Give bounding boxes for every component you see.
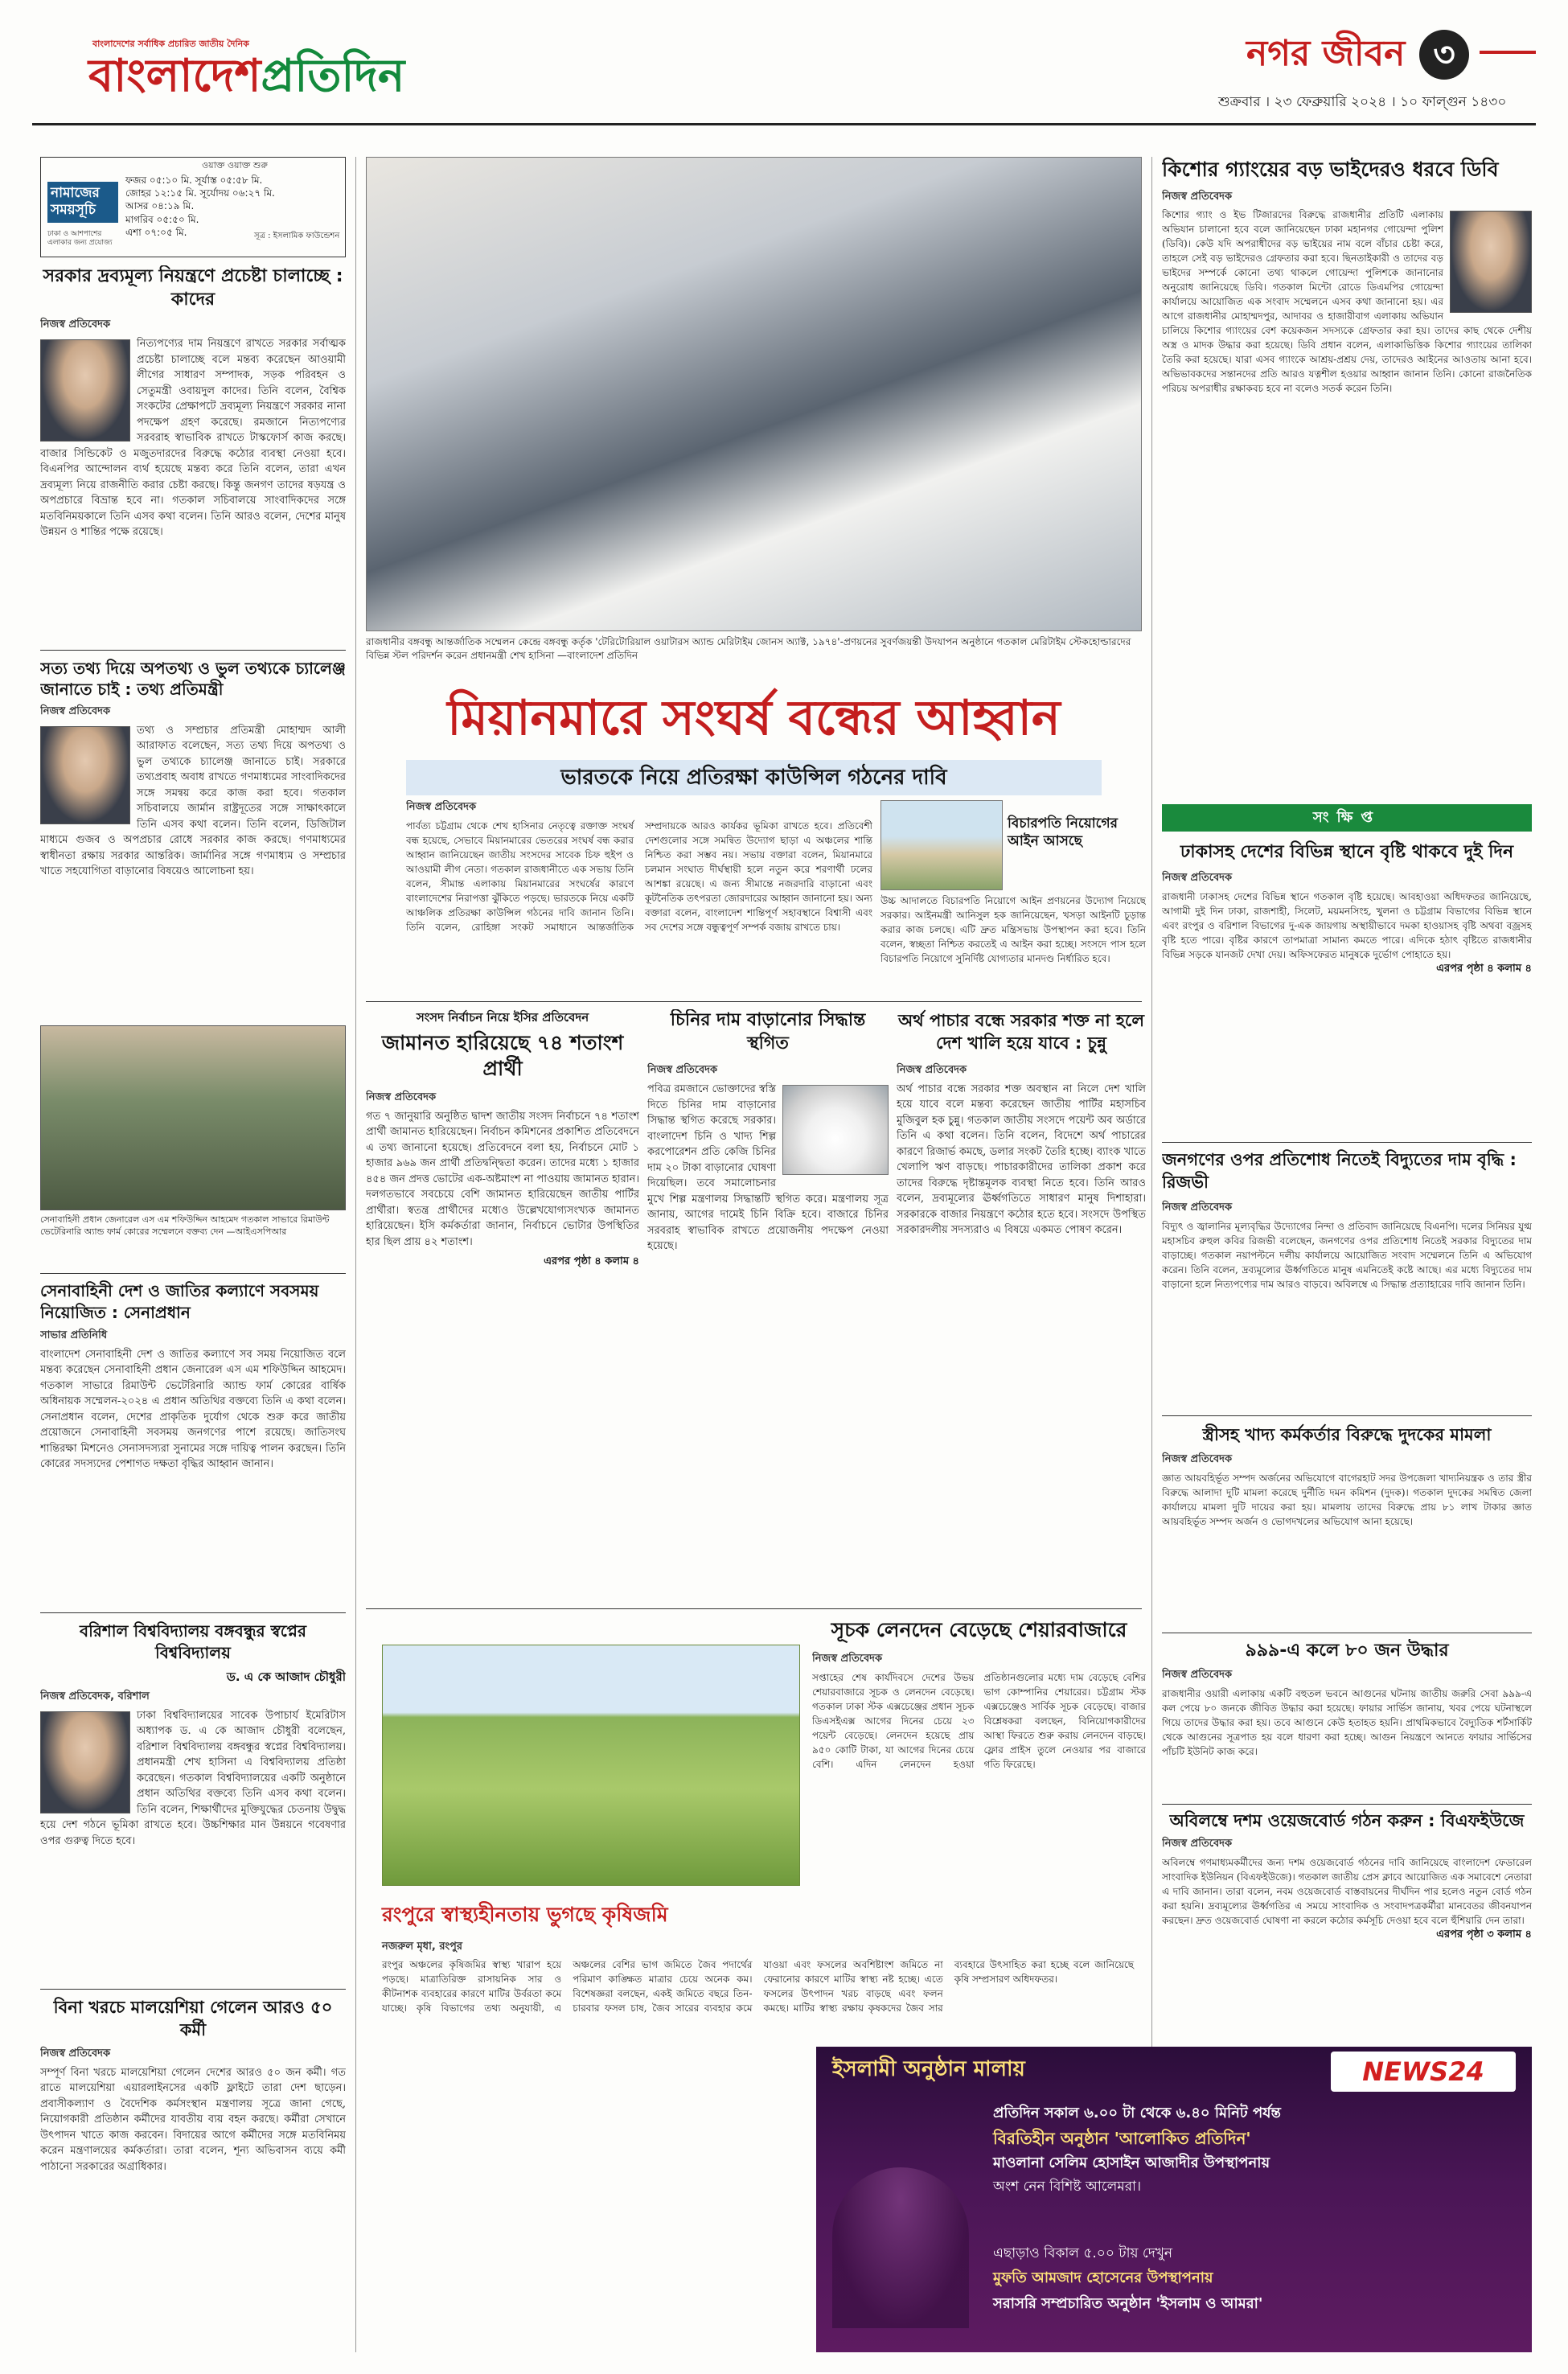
reporter: নিজস্ব প্রতিবেদক (1162, 871, 1233, 884)
divider (1162, 1415, 1532, 1416)
headline: অবিলম্বে দশম ওয়েজবোর্ড গঠন করুন : বিএফইউজে (1169, 1811, 1525, 1830)
story-body: তথ্য ও সম্প্রচার প্রতিমন্ত্রী মোহাম্মদ আলী আরাফাত বলেছেন, সত্য তথ্য দিয়ে অপতথ্য ও ভুল তথ্যকে চ্যালেঞ্জ জানাতে চাই। সরকারে তথ্যপ্রবাহ অবাধ রাখতে গণমাধ্যমের সাংবাদিকদের সঙ্গে সমন্বয় করে কাজ করা হবে। গতকাল সচিবালয়ে জার্মান রাষ্ট্রদূতের সঙ্গে সাক্ষাৎকালে তিনি এসব কথা বলেন। তিনি বলেন, ডিজিটাল মাধ্যমে গুজব ও অপপ্রচার রোধে সরকার কাজ করছে। গণমাধ্যমের স্বাধীনতা রক্ষায় সরকার আন্তরিক। জার্মানির সঙ্গে গণমাধ্যম ও সম্প্রচার খাতে সহযোগিতা বাড়ানোর বিষয়েও আলোচনা হয়। (40, 724, 346, 878)
story-body: অর্থ পাচার বন্ধে সরকার শক্ত অবস্থান না নিলে দেশ খালি হয়ে যাবে বলে মন্তব্য করেছেন জাতীয় পার্টির মহাসচিব মুজিবুল হক চুন্নু। গতকাল জাতীয় সংসদে পয়েন্ট অব অর্ডারে তিনি এ কথা বলেন। তিনি বলেন, বিদেশে অর্থ পাচারের কারণে রিজার্ভ কমছে, ডলার সংকট তৈরি হচ্ছে। ব্যাংক খাতে খেলাপি ঋণ বাড়ছে। পাচারকারীদের তালিকা প্রকাশ করে তাদের বিরুদ্ধে দৃষ্টান্তমূলক ব্যবস্থা নিতে হবে। তিনি আরও বলেন, দ্রব্যমূল্যের ঊর্ধ্বগতিতে সাধারণ মানুষ দিশাহারা। সরকারকে বাজার নিয়ন্ত্রণে কঠোর হতে হবে। সংসদে উপস্থিত সরকারদলীয় সদস্যরাও এ বিষয়ে একমত পোষণ করেন। (897, 1082, 1146, 1237)
story-kader (40, 265, 346, 643)
prayer-row: ফজর ০৫:১০ মি. সূর্যাস্ত ০৫:৫৮ মি. (125, 175, 263, 186)
story-army (40, 1280, 346, 1606)
story-body: কিশোর গ্যাং ও ইভ টিজারদের বিরুদ্ধে রাজধানীর প্রতিটি এলাকায় অভিযান চালানো হবে বলে জানিয়েছেন ঢাকা মহানগর গোয়েন্দা পুলিশ (ডিবি)। কেউ যদি অপরাধীদের বড় ভাইয়ের নাম বলে বাঁচার চেষ্টা করে, তাহলে সেই বড় ভাইদেরও গ্রেফতার করা হবে। ছিনতাইকারী ও তাদের বড় ভাইদের সম্পর্কে কোনো তথ্য থাকলে গোয়েন্দা পুলিশকে জানানোর অনুরোধ জানিয়েছে ডিবি। গতকাল মিন্টো রোডে ডিএমপির গোয়েন্দা কার্যালয়ে আয়োজিত এক সংবাদ সম্মেলনে এসব কথা জানানো হয়। এর আগে রাজধানীর মোহাম্মদপুর, আদাবর ও হাজারীবাগ এলাকায় অভিযান চালিয়ে কিশোর গ্যাংয়ের বেশ কয়েকজন সদস্যকে গ্রেফতার করা হয়। তাদের কাছ থেকে দেশীয় অস্ত্র ও মাদক উদ্ধার করা হয়েছে। ডিবি প্রধান বলেন, এলাকাভিত্তিক কিশোর গ্যাংয়ের তালিকা তৈরি করা হয়েছে। যারা এসব গ্যাংকে আশ্রয়-প্রশ্রয় দেয়, তাদেরও আইনের আওতায় আনা হবে। অভিভাবকদের সন্তানদের প্রতি আরও যত্নশীল হওয়ার আহ্বান জানান তিনি। কোনো রাজনৈতিক পরিচয় অপরাধীর রক্ষাকবচ হবে না বলেও সতর্ক করেন তিনি। (1162, 209, 1532, 395)
story-body: রাজধানীর ওয়ারী এলাকায় একটি বহুতল ভবনে আগুনের ঘটনায় জাতীয় জরুরি সেবা ৯৯৯-এ কল পেয়ে ৮০ জনকে জীবিত উদ্ধার করা হয়েছে। ফায়ার সার্ভিস জানায়, খবর পেয়ে ঘটনাস্থলে গিয়ে তাদের উদ্ধার করা হয়। তবে আগুনে কেউ হতাহত হয়নি। প্রাথমিকভাবে বৈদ্যুতিক শর্টসার্কিট থেকে আগুনের সূত্রপাত হয় বলে ধারণা করা হচ্ছে। আগুন নিয়ন্ত্রণে আনতে ফায়ার সার্ভিসের পাঁচটি ইউনিট কাজ করে। (1162, 1687, 1532, 1757)
reporter: নিজস্ব প্রতিবেদক (406, 801, 477, 813)
reporter: নিজস্ব প্রতিবেদক (1162, 1453, 1233, 1466)
divider (40, 1273, 346, 1274)
story-body: বিদ্যুৎ ও জ্বালানির মূল্যবৃদ্ধির উদ্যোগের নিন্দা ও প্রতিবাদ জানিয়েছে বিএনপি। দলের সিনিয়র যুগ্ম মহাসচিব রুহুল কবির রিজভী বলেছেন, জনগণের ওপর প্রতিশোধ নিতেই সরকার বিদ্যুতের দাম বাড়াচ্ছে। গতকাল নয়াপল্টনে দলীয় কার্যালয়ে আয়োজিত সংবাদ সম্মেলনে তিনি এ অভিযোগ করেন। তিনি বলেন, দ্রব্যমূল্যের ঊর্ধ্বগতিতে মানুষ এমনিতেই কষ্টে আছে। এর মধ্যে বিদ্যুতের দাম বাড়ানো হলে নিত্যপণ্যের দাম আরও বাড়বে। অবিলম্বে এ সিদ্ধান্ত প্রত্যাহারের দাবি জানান তিনি। (1162, 1220, 1532, 1290)
page-number: ৩ (1419, 30, 1469, 80)
reporter: নিজস্ব প্রতিবেদক (1162, 190, 1233, 203)
headline: ৯৯৯-এ কলে ৮০ জন উদ্ধার (1245, 1641, 1449, 1661)
story-body: পার্বত্য চট্টগ্রাম থেকে শেখ হাসিনার নেতৃত্বে রক্তাক্ত সংঘর্ষ বন্ধ হয়েছে, সেভাবে মিয়ানমারের ভেতরের সংঘর্ষ বন্ধ করার আহ্বান জানিয়েছেন জাতীয় সংসদের সাবেক চিফ হুইপ ও আওয়ামী লীগ নেতা। গতকাল রাজধানীতে এক সভায় তিনি বলেন, সীমান্ত এলাকায় মিয়ানমারের সংঘর্ষের কারণে বাংলাদেশের নিরাপত্তা ঝুঁকিতে পড়ছে। ভারতকে নিয়ে একটি আঞ্চলিক প্রতিরক্ষা কাউন্সিল গঠনের দাবি জানান তিনি। তিনি বলেন, রোহিঙ্গা সংকট সমাধানে আন্তর্জাতিক সম্প্রদায়কে আরও কার্যকর ভূমিকা রাখতে হবে। প্রতিবেশী দেশগুলোর সঙ্গে সমন্বিত উদ্যোগ ছাড়া এ অঞ্চলের শান্তি নিশ্চিত করা সম্ভব নয়। সভায় বক্তারা বলেন, মিয়ানমারে চলমান সংঘাত দীর্ঘস্থায়ী হলে নতুন করে শরণার্থী ঢলের আশঙ্কা রয়েছে। এ জন্য সীমান্তে নজরদারি বাড়ানো এবং কূটনৈতিক তৎপরতা জোরদারের আহ্বান জানানো হয়। অন্য বক্তারা বলেন, বাংলাদেশ শান্তিপূর্ণ সহাবস্থানে বিশ্বাসী এবং সব দেশের সঙ্গে বন্ধুত্বপূর্ণ সম্পর্ক বজায় রাখতে চায়। (406, 819, 872, 933)
masthead-tagline: বাংলাদেশের সর্বাধিক প্রচারিত জাতীয় দৈনিক (92, 39, 249, 49)
reporter: নিজস্ব প্রতিবেদক (812, 1652, 883, 1665)
divider (366, 1608, 1142, 1609)
prayer-org: ওয়াক্ত ওয়াক্ত শুরু (202, 160, 268, 170)
headline: বিচারপতি নিয়োগের আইন আসছে (1008, 815, 1118, 850)
story-rain (1162, 840, 1532, 1138)
story-body: পবিত্র রমজানে ভোক্তাদের স্বস্তি দিতে চিনির দাম বাড়ানোর সিদ্ধান্ত স্থগিত করেছে সরকার। বাংলাদেশ চিনি ও খাদ্য শিল্প করপোরেশন প্রতি কেজি চিনির দাম ২০ টাকা বাড়ানোর ঘোষণা দিয়েছিল। তবে সমালোচনার মুখে শিল্প মন্ত্রণালয় সিদ্ধান্তটি স্থগিত করে। মন্ত্রণালয় সূত্র জানায়, আগের দামেই চিনি বিক্রি হবে। বাজারে চিনির সরবরাহ স্বাভাবিক রাখতে প্রয়োজনীয় পদক্ষেপ নেওয়া হয়েছে। (647, 1083, 889, 1253)
newspaper-logo: বাংলাদেশপ্রতিদিন (88, 50, 405, 102)
divider (1162, 1804, 1532, 1805)
story-food-officer (1162, 1423, 1532, 1629)
headline: সেনাবাহিনী দেশ ও জাতির কল্যাণে সবসময় নিয়োজিত : সেনাপ্রধান (40, 1281, 319, 1322)
reporter: নিজস্ব প্রতিবেদক (897, 1063, 967, 1076)
headline: জামানত হারিয়েছে ৭৪ শতাংশ প্রার্থী (381, 1030, 624, 1081)
story-body: বাংলাদেশ সেনাবাহিনী দেশ ও জাতির কল্যাণে সব সময় নিয়োজিত বলে মন্তব্য করেছেন সেনাবাহিনী প্রধান জেনারেল এস এম শফিউদ্দিন আহমেদ। গতকাল সাভারে রিমাউন্ট ভেটেরিনারি অ্যান্ড ফার্ম কোরের বার্ষিক অধিনায়ক সম্মেলন-২০২৪ এ প্রধান অতিথির বক্তব্যে তিনি এ কথা বলেন। সেনাপ্রধান বলেন, দেশের প্রাকৃতিক দুর্যোগ থেকে শুরু করে জাতীয় প্রয়োজনে সেনাবাহিনী সবসময় জনগণের পাশে রয়েছে। জাতিসংঘ শান্তিরক্ষা মিশনেও সেনাসদস্যরা সুনামের সঙ্গে দায়িত্ব পালন করছেন। তিনি কোরের সদস্যদের পেশাগত দক্ষতা বৃদ্ধির আহ্বান জানান। (40, 1348, 346, 1471)
story-share-market (812, 1616, 1146, 1930)
headline: বরিশাল বিশ্ববিদ্যালয় বঙ্গবন্ধুর স্বপ্নের বিশ্ববিদ্যালয় (80, 1621, 306, 1662)
masthead-deco (1480, 51, 1536, 54)
story-body: জ্ঞাত আয়বহির্ভূত সম্পদ অর্জনের অভিযোগে বাগেরহাট সদর উপজেলা খাদ্যনিয়ন্ত্রক ও তার স্ত্রীর বিরুদ্ধে আলাদা দুটি মামলা করেছে দুর্নীতি দমন কমিশন (দুদক)। গতকাল দুদকের সমন্বিত জেলা কার্যালয়ে মামলা দুটি দায়ের করা হয়। মামলায় তাদের বিরুদ্ধে প্রায় ৮১ লাখ টাকার জ্ঞাত আয়বহির্ভূত সম্পদ অর্জন ও ভোগদখলের অভিযোগ আনা হয়েছে। (1162, 1472, 1532, 1528)
divider (40, 650, 346, 651)
rice-field-photo (382, 1645, 800, 1886)
ad-line: প্রতিদিন সকাল ৬.০০ টা থেকে ৬.৪০ মিনিট পর্যন্ত (993, 2105, 1281, 2121)
main-photo (366, 157, 1142, 631)
reporter: নিজস্ব প্রতিবেদক (40, 705, 111, 717)
brief-label (1162, 804, 1532, 832)
sugar-photo (782, 1085, 889, 1175)
story-election-commission (366, 1009, 639, 1604)
reporter: নিজস্ব প্রতিবেদক, বরিশাল (40, 1690, 150, 1702)
headline: রংপুরে স্বাস্থ্যহীনতায় ভুগছে কৃষিজমি (382, 1903, 668, 1926)
reporter: নিজস্ব প্রতিবেদক (647, 1064, 718, 1077)
story-body: ঢাকা বিশ্ববিদ্যালয়ের সাবেক উপাচার্য ইমেরিটাস অধ্যাপক ড. এ কে আজাদ চৌধুরী বলেছেন, বরিশাল বিশ্ববিদ্যালয় বঙ্গবন্ধুর স্বপ্নের বিশ্ববিদ্যালয়। প্রধানমন্ত্রী শেখ হাসিনা এ বিশ্ববিদ্যালয় প্রতিষ্ঠা করেছেন। গতকাল বিশ্ববিদ্যালয়ের একটি অনুষ্ঠানে প্রধান অতিথির বক্তব্যে তিনি এসব কথা বলেন। তিনি বলেন, শিক্ষার্থীদের মুক্তিযুদ্ধের চেতনায় উদ্বুদ্ধ হয়ে দেশ গঠনে ভূমিকা রাখতে হবে। উচ্চশিক্ষার মান উন্নয়নে গবেষণার ওপর গুরুত্ব দিতে হবে। (40, 1709, 346, 1847)
story-electricity (1162, 1148, 1532, 1410)
ad-line: মুফতি আমজাদ হোসেনের উপস্থাপনায় (993, 2269, 1213, 2286)
continued-note: এরপর পৃষ্ঠা ৪ কলাম ৪ (1436, 962, 1532, 975)
reporter: নিজস্ব প্রতিবেদক (40, 2047, 111, 2060)
story-body: নিত্যপণ্যের দাম নিয়ন্ত্রণে রাখতে সরকার সর্বাত্মক প্রচেষ্টা চালাচ্ছে বলে মন্তব্য করেছেন আওয়ামী লীগের সাধারণ সম্পাদক, সড়ক পরিবহন ও সেতুমন্ত্রী ওবায়দুল কাদের। তিনি বলেন, বৈশ্বিক সংকটের প্রেক্ষাপটে দ্রব্যমূল্য নিয়ন্ত্রণে সরকার নানা পদক্ষেপ গ্রহণ করেছে। রমজানে নিত্যপণ্যের সরবরাহ স্বাভাবিক রাখতে টাস্কফোর্স কাজ করছে। বাজার সিন্ডিকেট ও মজুতদারদের বিরুদ্ধে কঠোর ব্যবস্থা নেওয়া হবে। বিএনপির আন্দোলন ব্যর্থ হয়েছে মন্তব্য করে তিনি বলেন, তারা এখন দ্রব্যমূল্য নিয়ে রাজনীতি করার চেষ্টা করছে। কিন্তু জনগণ তাদের ষড়যন্ত্র ও অপপ্রচারে বিভ্রান্ত হবে না। গতকাল সচিবালয়ে সাংবাদিকদের সঙ্গে মতবিনিময়কালে তিনি এসব কথা বলেন। তিনি আরও বলেন, দেশের মানুষ উন্নয়ন ও শান্তির পক্ষে রয়েছে। (40, 338, 346, 539)
portrait-photo (40, 1711, 130, 1813)
prayer-rows (125, 174, 343, 239)
story-body: রাজধানী ঢাকাসহ দেশের বিভিন্ন স্থানে গতকাল বৃষ্টি হয়েছে। আবহাওয়া অধিদফতর জানিয়েছে, আগামী দুই দিন ঢাকা, রাজশাহী, সিলেট, ময়মনসিংহ, খুলনা ও চট্টগ্রাম বিভাগের বিভিন্ন স্থানে এবং রংপুর ও বরিশাল বিভাগের দু-এক জায়গায় অস্থায়ীভাবে দমকা হাওয়াসহ বৃষ্টি অথবা বজ্রসহ বৃষ্টি হতে পারে। বৃষ্টির কারণে তাপমাত্রা সামান্য কমতে পারে। এদিকে হঠাৎ বৃষ্টিতে রাজধানীর বিভিন্ন সড়কে যানজট দেখা দেয়। অফিসফেরত মানুষকে দুর্ভোগ পোহাতে হয়। (1162, 890, 1532, 960)
story-body: রংপুর অঞ্চলের কৃষিজমির স্বাস্থ্য খারাপ হয়ে পড়ছে। মাত্রাতিরিক্ত রাসায়নিক সার ও কীটনাশক ব্যবহারের কারণে মাটির উর্বরতা কমে যাচ্ছে। কৃষি বিভাগের তথ্য অনুযায়ী, এ অঞ্চলের বেশির ভাগ জমিতে জৈব পদার্থের পরিমাণ কাঙ্ক্ষিত মাত্রার চেয়ে অনেক কম। বিশেষজ্ঞরা বলছেন, একই জমিতে বছরে তিন-চারবার ফসল চাষ, জৈব সারের ব্যবহার কমে যাওয়া এবং ফসলের অবশিষ্টাংশ জমিতে না ফেরানোর কারণে মাটির স্বাস্থ্য নষ্ট হচ্ছে। এতে ফসলের উৎপাদন খরচ বাড়ছে এবং ফলন কমছে। মাটির স্বাস্থ্য রক্ষায় কৃষকদের জৈব সার ব্যবহারে উৎসাহিত করা হচ্ছে বলে জানিয়েছে কৃষি সম্প্রসারণ অধিদফতর। (382, 1959, 1134, 2015)
masthead-rule (32, 123, 1536, 125)
headline: চিনির দাম বাড়ানোর সিদ্ধান্ত স্থগিত (670, 1010, 866, 1054)
ad-line: সরাসরি সম্প্রচারিত অনুষ্ঠান 'ইসলাম ও আমরা' (993, 2295, 1263, 2312)
story-body: গত ৭ জানুয়ারি অনুষ্ঠিত দ্বাদশ জাতীয় সংসদ নির্বাচনে ৭৪ শতাংশ প্রার্থী জামানত হারিয়েছেন। নির্বাচন কমিশনের প্রকাশিত প্রতিবেদনে এ তথ্য জানানো হয়েছে। প্রতিবেদনে বলা হয়, নির্বাচনে মোট ১ হাজার ৯৬৯ জন প্রার্থী প্রতিদ্বন্দ্বিতা করেন। তাদের মধ্যে ১ হাজার ৪৫৪ জন প্রদত্ত ভোটের এক-অষ্টমাংশ না পাওয়ায় জামানত হারান। দলগতভাবে সবচেয়ে বেশি জামানত হারিয়েছেন জাতীয় পার্টির প্রার্থীরা। স্বতন্ত্র প্রার্থীদের মধ্যেও উল্লেখযোগ্যসংখ্যক জামানত হারিয়েছেন। ইসি কর্মকর্তারা জানান, নির্বাচনে ভোটার উপস্থিতির হার ছিল প্রায় ৪২ শতাংশ। (366, 1110, 639, 1248)
prayer-row: মাগরিব ০৫:৫০ মি. (125, 213, 199, 225)
story-money-laundering (897, 1009, 1146, 1604)
story-body: অবিলম্বে গণমাধ্যমকর্মীদের জন্য দশম ওয়েজবোর্ড গঠনের দাবি জানিয়েছে বাংলাদেশ ফেডারেল সাংবাদিক ইউনিয়ন (বিএফইউজে)। গতকাল জাতীয় প্রেস ক্লাবে আয়োজিত এক সমাবেশে নেতারা এ দাবি জানান। তারা বলেন, নবম ওয়েজবোর্ড বাস্তবায়নের দীর্ঘদিন পার হলেও নতুন বোর্ড গঠন করা হয়নি। দ্রব্যমূল্যের ঊর্ধ্বগতির এ সময়ে সাংবাদিক ও সংবাদপত্রকর্মীরা মানবেতর জীবনযাপন করছেন। দ্রুত ওয়েজবোর্ড ঘোষণা না করলে কঠোর কর্মসূচি দেওয়া হবে বলে হুঁশিয়ারি দেন তারা। (1162, 1857, 1532, 1927)
main-photo-caption: রাজধানীর বঙ্গবন্ধু আন্তর্জাতিক সম্মেলন কেন্দ্রে বঙ্গবন্ধু কর্তৃক 'টেরিটোরিয়াল ওয়াটারস অ্যান্ড মেরিটাইম জোনস অ্যাক্ট, ১৯৭৪'-প্রণয়নের সুবর্ণজয়ন্তী উদযাপন অনুষ্ঠানে গতকাল মেরিটাইম স্টেকহোল্ডারদের বিভিন্ন স্টল পরিদর্শন করেন প্রধানমন্ত্রী শেখ হাসিনা —বাংলাদেশ প্রতিদিন (366, 636, 1131, 661)
portrait-photo (40, 726, 130, 824)
portrait-photo (1450, 211, 1532, 313)
reporter: সাভার প্রতিনিধি (40, 1329, 108, 1341)
army-photo-caption: সেনাবাহিনী প্রধান জেনারেল এস এম শফিউদ্দিন আহমেদ গতকাল সাভারে রিমাউন্ট ভেটেরিনারি অ্যান্ড ফার্ম কোরের সম্মেলনে বক্তব্য দেন —আইএসপিআর (40, 1214, 330, 1237)
story-wage-board (1162, 1809, 1532, 2027)
column-rule (355, 157, 356, 2352)
story-malaysia (40, 1996, 346, 2350)
ad-line: মাওলানা সেলিম হোসাইন আজাদীর উপস্থাপনায় (993, 2154, 1270, 2171)
headline: বিনা খরচে মালয়েশিয়া গেলেন আরও ৫০ কর্মী (53, 1998, 333, 2040)
story-sugar (647, 1009, 889, 1604)
headline: স্ত্রীসহ খাদ্য কর্মকর্তার বিরুদ্ধে দুদকের মামলা (1202, 1425, 1492, 1444)
section-name: নগর জীবন (1246, 33, 1406, 74)
news24-logo (1331, 2052, 1516, 2092)
masthead (32, 28, 1536, 149)
story-info-minister (40, 658, 346, 1020)
prayer-row: এশা ০৭:০৫ মি. (125, 226, 187, 238)
headline: কিশোর গ্যাংয়ের বড় ভাইদেরও ধরবে ডিবি (1162, 158, 1499, 181)
divider (40, 1989, 346, 1990)
news24-logo-text: NEWS24 (1362, 2056, 1484, 2087)
divider (366, 1001, 1142, 1002)
prayer-source: সূত্র : ইসলামিক ফাউন্ডেশন (254, 232, 340, 240)
column-rule (1151, 157, 1152, 2352)
byline: ড. এ কে আজাদ চৌধুরী (226, 1670, 346, 1684)
reporter: নিজস্ব প্রতিবেদক (1162, 1201, 1233, 1214)
ad-line: বিরতিহীন অনুষ্ঠান 'আলোকিত প্রতিদিন' (993, 2129, 1251, 2148)
reporter: নিজস্ব প্রতিবেদক (366, 1090, 437, 1103)
story-999 (1162, 1639, 1532, 1800)
story-gang (1162, 157, 1532, 800)
ad-title: ইসলামী অনুষ্ঠান মালায় (832, 2057, 1025, 2081)
news24-ad (816, 2047, 1532, 2352)
reporter: নিজস্ব প্রতিবেদক (1162, 1838, 1233, 1850)
story-judiciary (880, 800, 1146, 993)
mosque-silhouette-icon (832, 2167, 969, 2328)
story-body: সপ্তাহের শেষ কার্যদিবসে দেশের উভয় শেয়ারবাজারে সূচক ও লেনদেন বেড়েছে। গতকাল ঢাকা স্টক এক্সচেঞ্জের প্রধান সূচক ডিএসইএক্স আগের দিনের চেয়ে ২৩ পয়েন্ট বেড়েছে। লেনদেন হয়েছে প্রায় ৯৫০ কোটি টাকা, যা আগের দিনের চেয়ে বেশি। এদিন লেনদেন হওয়া প্রতিষ্ঠানগুলোর মধ্যে দাম বেড়েছে বেশির ভাগ কোম্পানির শেয়ারের। চট্টগ্রাম স্টক এক্সচেঞ্জেও সার্বিক সূচক বেড়েছে। বাজার বিশ্লেষকরা বলছেন, বিনিয়োগকারীদের আস্থা ফিরতে শুরু করায় লেনদেন বাড়ছে। ফ্লোর প্রাইস তুলে নেওয়ার পর বাজারে গতি ফিরেছে। (812, 1671, 1146, 1770)
story-barishal (40, 1620, 346, 1982)
lead-subhead: ভারতকে নিয়ে প্রতিরক্ষা কাউন্সিল গঠনের দাবি (406, 760, 1102, 795)
divider (40, 1612, 346, 1613)
prayer-title: নামাজের সময়সূচি (47, 182, 118, 223)
prayer-row: জোহর ১২:১৫ মি. সূর্যোদয় ০৬:২৭ মি. (125, 187, 275, 199)
headline: সূচক লেনদেন বেড়েছে শেয়ারবাজারে (831, 1618, 1127, 1641)
issue-date: শুক্রবার । ২৩ ফেব্রুয়ারি ২০২৪ । ১০ ফাল্গুন ১৪৩০ (1218, 94, 1507, 110)
ad-line: অংশ নেন বিশিষ্ট আলেমরা। (993, 2179, 1142, 2195)
headline: ঢাকাসহ দেশের বিভিন্ন স্থানে বৃষ্টি থাকবে দুই দিন (1180, 842, 1514, 862)
lead-headline: মিয়ানমারে সংঘর্ষ বন্ধের আহ্বান (447, 690, 1061, 746)
prayer-row: আসর ০৪:১৯ মি. (125, 200, 195, 212)
headline: জনগণের ওপর প্রতিশোধ নিতেই বিদ্যুতের দাম বৃদ্ধি : রিজভী (1162, 1150, 1517, 1193)
story-myanmar (406, 800, 872, 993)
court-photo (880, 800, 1003, 890)
reporter: নিজস্ব প্রতিবেদক (40, 318, 111, 331)
continued-note: এরপর পৃষ্ঠা ৪ কলাম ৪ (544, 1255, 639, 1268)
prayer-times-box (40, 157, 346, 257)
headline: সত্য তথ্য দিয়ে অপতথ্য ও ভুল তথ্যকে চ্যালেঞ্জ জানাতে চাই : তথ্য প্রতিমন্ত্রী (40, 659, 346, 699)
army-meeting-photo (40, 1025, 346, 1210)
headline: অর্থ পাচার বন্ধে সরকার শক্ত না হলে দেশ খালি হয়ে যাবে : চুন্নু (897, 1011, 1145, 1054)
story-body: সম্পূর্ণ বিনা খরচে মালয়েশিয়া গেলেন দেশের আরও ৫০ জন কর্মী। গত রাতে মালয়েশিয়া এয়ারলাইনসের একটি ফ্লাইটে তারা দেশ ছাড়েন। প্রবাসীকল্যাণ ও বৈদেশিক কর্মসংস্থান মন্ত্রণালয় সূত্রে জানা গেছে, নিয়োগকারী প্রতিষ্ঠান কর্মীদের যাবতীয় ব্যয় বহন করছে। কর্মীরা সেখানে উৎপাদন খাতে কাজ করবেন। বিদায়ের আগে কর্মীদের সঙ্গে মতবিনিময় করেন মন্ত্রণালয়ের কর্মকর্তারা। তারা বলেন, শূন্য অভিবাসন ব্যয়ে কর্মী পাঠানো সরকারের অগ্রাধিকার। (40, 2066, 346, 2173)
kicker: সংসদ নির্বাচন নিয়ে ইসির প্রতিবেদন (416, 1010, 589, 1025)
prayer-note: ঢাকা ও আশপাশের এলাকার জন্য প্রযোজ্য (47, 230, 113, 247)
ad-line: এছাড়াও বিকাল ৫.০০ টায় দেখুন (993, 2245, 1173, 2261)
portrait-photo (40, 339, 130, 442)
reporter: নজরুল মৃধা, রংপুর (382, 1940, 463, 1953)
reporter: নিজস্ব প্রতিবেদক (1162, 1668, 1233, 1681)
continued-note: এরপর পৃষ্ঠা ৩ কলাম ৪ (1436, 1928, 1532, 1941)
divider (1162, 1142, 1532, 1143)
headline: সরকার দ্রব্যমূল্য নিয়ন্ত্রণে প্রচেষ্টা চালাচ্ছে : কাদের (43, 266, 343, 310)
story-body: উচ্চ আদালতে বিচারপতি নিয়োগে আইন প্রণয়নের উদ্যোগ নিয়েছে সরকার। আইনমন্ত্রী আনিসুল হক জানিয়েছেন, খসড়া আইনটি চূড়ান্ত করার কাজ চলছে। এটি দ্রুত মন্ত্রিসভায় উপস্থাপন করা হবে। তিনি বলেন, স্বচ্ছতা নিশ্চিত করতেই এ আইন করা হচ্ছে। সংসদে পাস হলে বিচারপতি নিয়োগে সুনির্দিষ্ট যোগ্যতার মানদণ্ড নির্ধারিত হবে। (880, 895, 1146, 964)
brief-label-text: সংক্ষিপ্ত (1312, 809, 1381, 826)
